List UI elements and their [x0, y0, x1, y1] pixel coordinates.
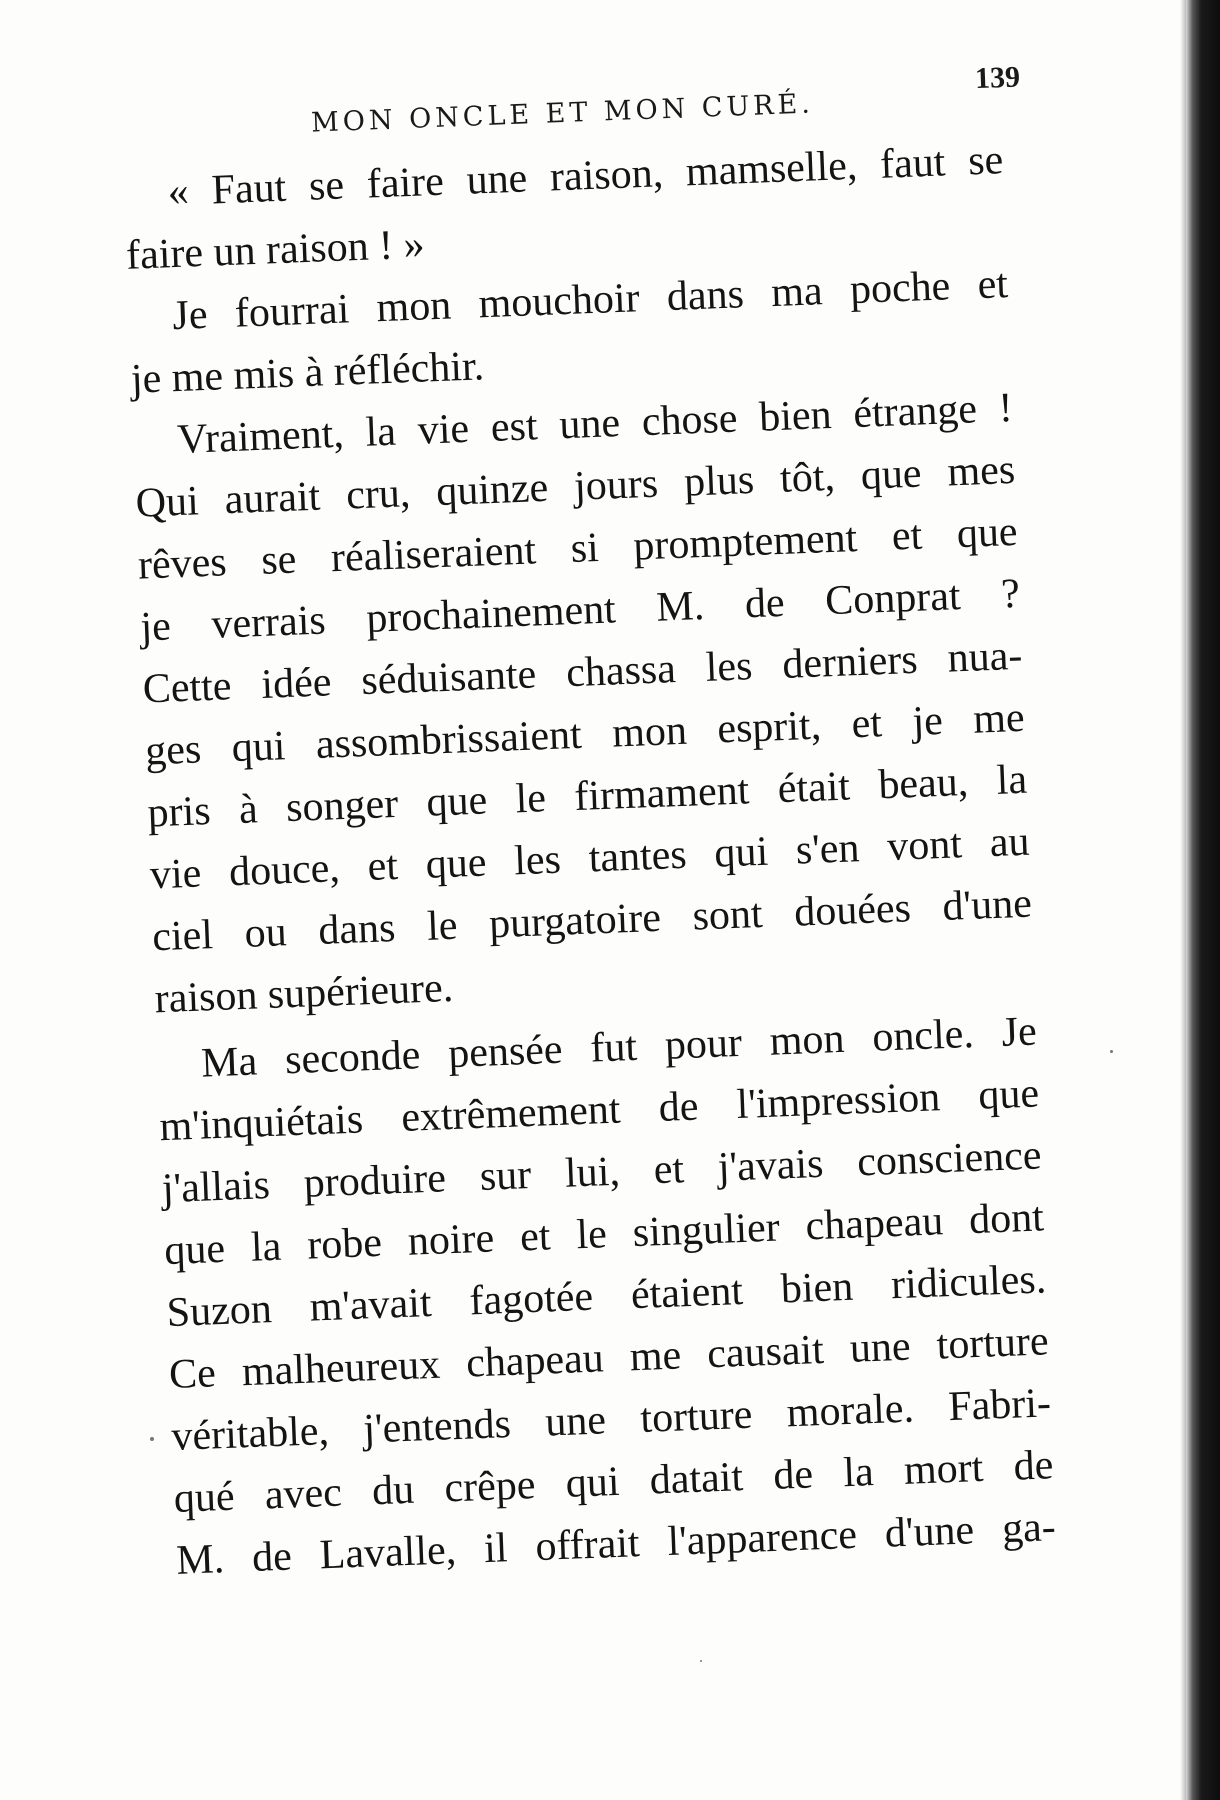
paper-speck [150, 1437, 154, 1441]
text-line: Qui aurait cru, quinze jours plus tôt, que mes [134, 446, 1016, 527]
text-line: « Faut se faire une raison, mamselle, faut se [166, 137, 1005, 216]
paper-speck [1110, 1050, 1113, 1053]
text-line: ciel ou dans le purgatoire sont douées d'une [151, 880, 1033, 961]
text-line: Cette idée séduisante chassa les derniers nua- [141, 632, 1024, 713]
text-line: que la robe noire et le singulier chapeau dont [163, 1194, 1045, 1275]
text-line: qué avec du crêpe qui datait de la mort de [173, 1442, 1055, 1522]
text-line: véritable, j'entends une torture morale. Fabri- [170, 1380, 1052, 1460]
text-line: Suzon m'avait fagotée étaient bien ridicules. [165, 1256, 1048, 1337]
text-line: j'allais produire sur lui, et j'avais conscience [161, 1132, 1043, 1213]
paragraph [156, 997, 1137, 1591]
book-binding-shadow [1186, 0, 1220, 1800]
text-line: Ma seconde pensée fut pour mon oncle. Je [200, 1008, 1038, 1087]
paper-speck [700, 1660, 702, 1662]
text-line: je verrais prochainement M. de Conprat ? [139, 570, 1021, 651]
text-line: je me mis à réfléchir. [130, 343, 485, 403]
text-line: M. de Lavalle, il offrait l'apparence d'une ga- [175, 1504, 1057, 1584]
page-text-block [120, 58, 1137, 1592]
text-line: vie douce, et que les tantes qui s'en vont au [149, 818, 1031, 899]
paragraph [132, 374, 1115, 1030]
text-line: m'inquiétais extrêmement de l'impression que [158, 1070, 1040, 1151]
text-line: pris à songer que le firmament était beau, la [146, 756, 1028, 837]
body-text [123, 126, 1137, 1592]
page-number: 139 [974, 60, 1021, 96]
running-title: MON ONCLE ET MON CURÉ. [310, 88, 815, 139]
text-line: faire un raison ! » [125, 221, 426, 279]
text-line: raison supérieure. [153, 964, 454, 1023]
text-line: ges qui assombrissaient mon esprit, et je me [144, 694, 1026, 775]
text-line: rêves se réaliseraient si promptement et que [137, 508, 1019, 589]
text-line: Ce malheureux chapeau me causait une torture [168, 1318, 1050, 1399]
text-line: Vraiment, la vie est une chose bien étrange ! [176, 384, 1014, 464]
text-line: Je fourrai mon mouchoir dans ma poche et [171, 261, 1009, 340]
